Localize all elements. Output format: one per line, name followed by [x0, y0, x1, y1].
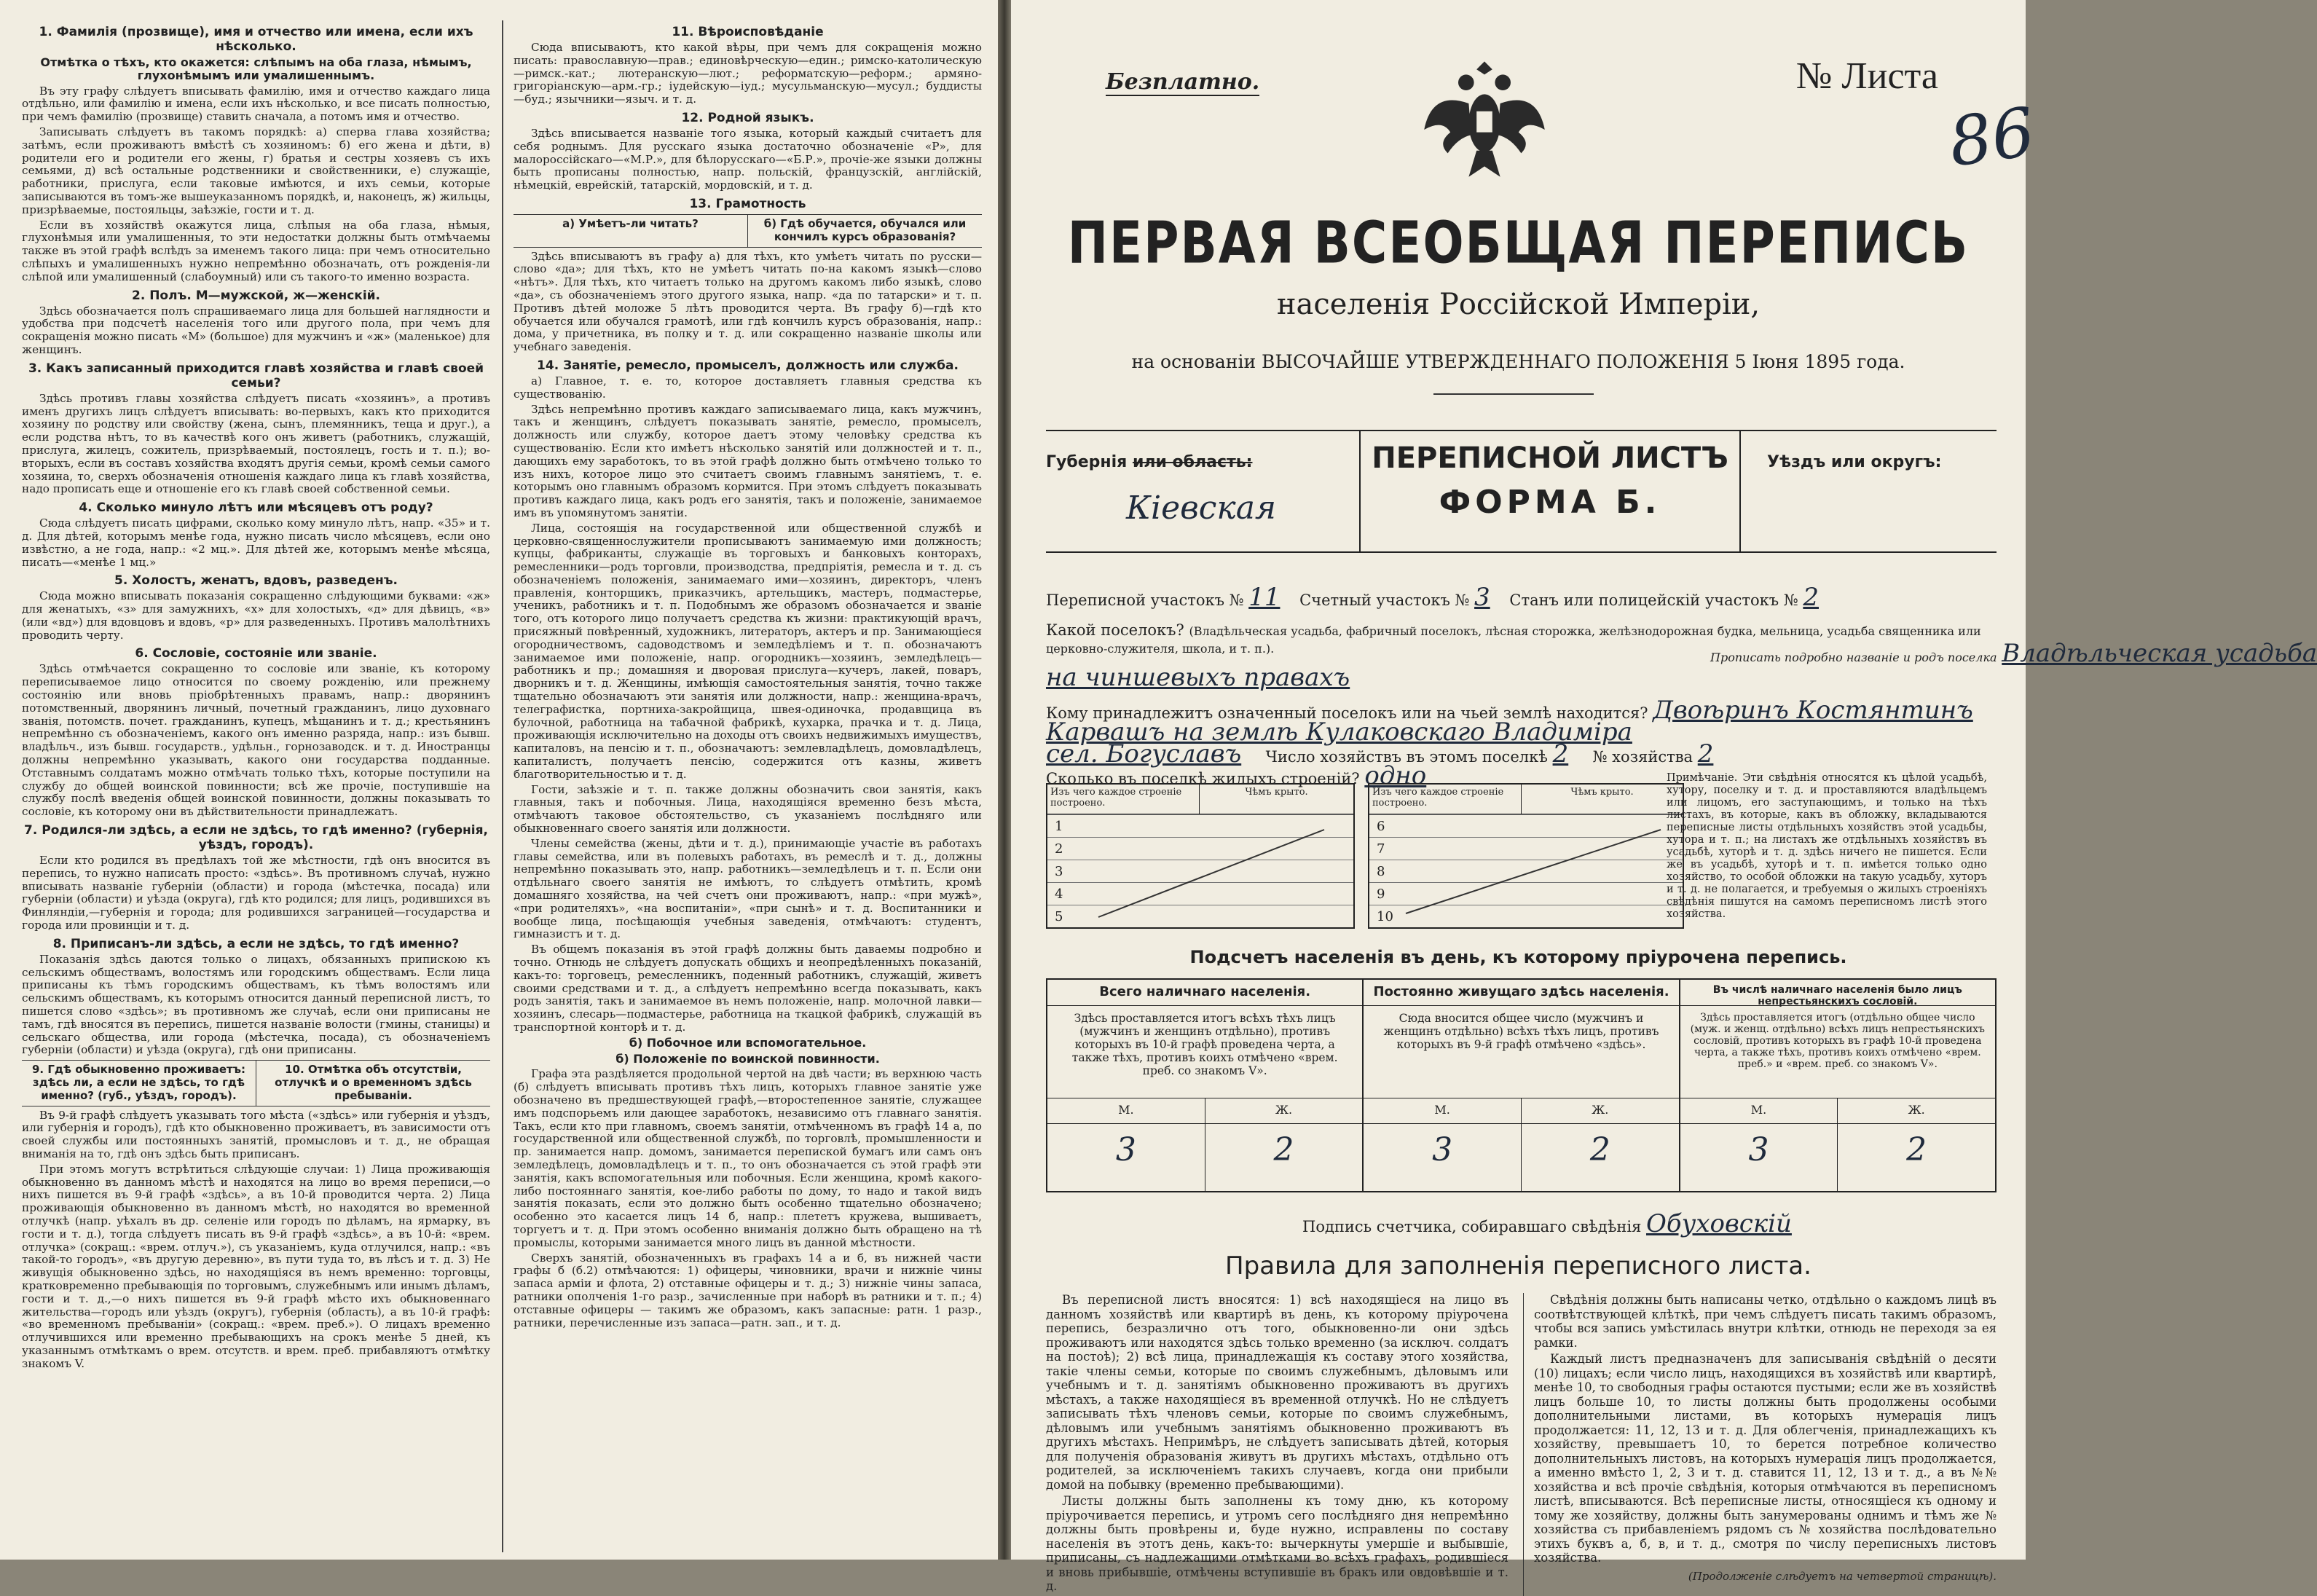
- instruction-section: [22, 500, 490, 569]
- owner-label: Кому принадлежитъ означенный поселокъ или на чьей землѣ находится?: [1046, 704, 1648, 722]
- form-header: [1046, 430, 1997, 553]
- resident-male-count: 3: [1432, 1131, 1453, 1168]
- section-title: 3. Какъ записанный приходится главѣ хозяйства и главѣ своей семьи?: [28, 361, 484, 390]
- rules-paragraph: Свѣдѣнія должны быть написаны четко, отдѣльно о каждомъ лицѣ въ соотвѣтствующей клѣткѣ, при чемъ слѣдуетъ писать такимъ образомъ, чтобы вся запись умѣстилась внутри клѣтки, отнюдь не переходя за ея рамки.: [1534, 1293, 1997, 1350]
- building-row-number: 8: [1377, 864, 1385, 879]
- sheet-number: [1795, 55, 2039, 182]
- section-paragraph: Здѣсь противъ главы хозяйства слѣдуетъ писать «хозяинъ», а противъ именъ другихъ лицъ слѣдуетъ вписывать: во-первыхъ, какъ кто приходится хозяину по родству или свойству (жена, сынъ, племянникъ, теща и друг.), а если родства нѣтъ, то въ качествѣ кого онъ живетъ (работникъ, служащій, прислуга, жилецъ, сожитель, призрѣваемый, постоялецъ, гость и т. п.); во-вторыхъ, если въ составъ хозяйства входятъ другія семьи, кромѣ семьи самого хозяина, то, сверхъ обозначенія отношенія каждаго лица къ главѣ хозяйства, надо прописать еще и отношеніе его къ главѣ своей собственной семьи.: [22, 391, 490, 496]
- province-value: Кіевская: [1126, 490, 1277, 527]
- section-paragraph: Здѣсь отмѣчается сокращенно то сословіе или званіе, къ которому переписываемое лицо относится по своему рожденію, или прежнему состоянію или вновь пріобрѣтенныхъ правамъ, напр.: дворянинъ потомственный, дворянинъ личный, почетный гражданинъ, лицо духовнаго званія, потомств. почет. гражданинъ, купецъ, мѣщанинъ и т. д.; крестьянинъ непремѣнно съ обозначеніемъ, какого онъ именно разряда, напр.: изъ бывш. владѣльч., изъ бывш. государств., удѣльн., горнозаводск. и т. д. Иностранцы должны непремѣнно указывать, какого они государства подданные. Отставнымъ солдатамъ можно отмѣчать только тѣхъ, которые поступили на службу до общей воинской повинности; всѣ же прочіе, поступившіе на службу послѣ введенія общей воинской повинности, должны показывать то сословіе, къ которому они въ дѣйствительности принадлежатъ.: [22, 662, 490, 819]
- instruction-section: [22, 937, 490, 1057]
- non-peasant-desc: Здѣсь проставляется итогъ (отдѣльно общее число (муж. и женщ. отдѣльно) всѣхъ лицъ непрестьянскихъ сословій, противъ которыхъ въ графѣ 10-й проведена черта, а также тѣхъ, противъ коихъ отмѣчено «врем. преб.» и «врем. преб. со знакомъ V».: [1690, 1012, 1985, 1070]
- section-13-title: 13. Грамотность: [689, 196, 806, 211]
- settlement-row-2: [1046, 663, 1997, 692]
- female-header: Ж.: [1521, 1098, 1679, 1123]
- count-district-label: Счетный участокъ №: [1299, 591, 1470, 609]
- section-14c: б) Положеніе по воинской повинности.: [615, 1051, 880, 1066]
- building-row-number: 4: [1055, 887, 1063, 902]
- resident-population-title: Постоянно живущаго здѣсь населенія.: [1364, 980, 1678, 1006]
- section-11-title: 11. Вѣроисповѣданіе: [672, 25, 824, 39]
- owner-value-2: Карвашъ на землѣ Кулаковскаго Владиміра: [1046, 718, 1632, 747]
- section-10-title: 10. Отмѣтка объ отсутствіи, отлучкѣ и о временномъ здѣсь пребываніи.: [256, 1061, 490, 1105]
- district-label: Уѣздъ или округъ:: [1767, 453, 1942, 471]
- section-14-tail-paragraph: Сверхъ занятій, обозначенныхъ въ графахъ 14 а и б, въ нижней части графы б (б.2) отмѣчаются: 1) офицеры, чиновники, врачи и нижніе чины запаса армiи и флота, 2) отставные офицеры и т. д.; 3) нижніе чины запаса, ратники ополченія 1-го разр., зачисленные при наборѣ въ ратники и т. п.; 4) отставные офицеры — такимъ же образомъ, какъ запасные: ратн. 1 разр., ратники, перечисленные изъ запаса—ратн. зап., и т. д.: [514, 1251, 982, 1329]
- male-header: М.: [1434, 1103, 1450, 1117]
- form-type-box: [1359, 431, 1741, 551]
- continued-note: (Продолженіе слѣдуетъ на четвертой страницѣ).: [1688, 1569, 1997, 1583]
- instructions-column-1: [22, 20, 490, 1552]
- section-12-text: Здѣсь вписывается названіе того языка, который каждый считаетъ для себя роднымъ. Для русскаго языка достаточно обозначеніе «Р», для малороссійскаго—«М.Р.», для бѣлорусскаго—«Б.Р.», прочіе-же языки должны быть прописаны полностью, напр. польскій, французскій, англійскій, нѣмецкій, еврейскій, татарскій, мордовскій, и т. д.: [514, 126, 982, 192]
- police-district-label: или полицейскій участокъ №: [1563, 591, 1798, 609]
- section-title: 5. Холостъ, женатъ, вдовъ, разведенъ.: [114, 573, 398, 589]
- non-peasant-column: [1679, 980, 1995, 1191]
- buildings-table-right: [1368, 783, 1684, 929]
- section-subtitle: Отмѣтка о тѣхъ, кто окажется: слѣпымъ на оба глаза, нѣмымъ, глухонѣмымъ или умалишеннымъ.: [40, 55, 472, 82]
- section-9-10-split: [22, 1060, 490, 1106]
- building-row-number: 9: [1377, 887, 1385, 902]
- female-header: Ж.: [1837, 1098, 1995, 1123]
- household-number-label: № хозяйства: [1592, 748, 1694, 766]
- district-row: [1046, 583, 1997, 612]
- enumerator-signature-row: [1302, 1209, 1792, 1238]
- section-12-title: 12. Родной языкъ.: [681, 110, 814, 125]
- sheet-number-label: № Листа: [1795, 55, 1938, 97]
- section-paragraph: Сюда можно вписывать показанія сокращенно слѣдующими буквами: «ж» для женатыхъ, «з» для замужнихъ, «х» для холостыхъ, «д» для дѣвицъ, «в» (или «вд») для вдовцовъ и вдовъ, «р» для разведенныхъ. Противъ малолѣтнихъ проводить черту.: [22, 589, 490, 642]
- section-paragraph: При этомъ могутъ встрѣтиться слѣдующіе случаи: 1) Лица проживающія обыкновенно въ данномъ мѣстѣ и находятся на лицо во время переписи,—о нихъ пишется въ 9-й графѣ «здѣсь», а въ 10-й проводится черта. 2) Лица проживающія обыкновенно въ данномъ мѣстѣ, но находятся во временной отлучкѣ (напр. уѣхалъ въ др. селеніе или городъ по дѣламъ, на ярмарку, въ гости и т. д.), тогда слѣдуетъ писать въ 9-й графѣ «здѣсь», а въ 10-й: «врем. отлучка» (сокращ.: «врем. отлуч.»), съ указаніемъ, куда отлучился, напр.: «въ такой-то городъ», «въ другую деревню», въ пути туда то, въ лѣсъ и т. д. 3) Не живущія обыкновенно здѣсь, но находящіяся въ немъ временно: торговцы, кратковременно пребывающія по торговымъ, служебнымъ или инымъ дѣламъ, гости и т. д.,—о нихъ пишется въ 9-й графѣ мѣсто ихъ обыкновеннаго жительства—городъ или уѣздъ (округъ), губернія (область), а въ 10-й графѣ: «во временномъ пребываніи» (сокращ.: «врем. преб.»). О лицахъ временно отлучившихся или временно пребывающихъ на срокъ менѣе 5 дней, къ указаннымъ отмѣткамъ о врем. отсутств. и врем. преб. прибавляютъ отмѣтку знакомъ V.: [22, 1162, 490, 1370]
- section-paragraph: Въ 9-й графѣ слѣдуетъ указывать того мѣста («здѣсь» или губернія и уѣздъ, или губернія и городъ), гдѣ кто обыкновенно проживаетъ, въ зависимости отъ своей службы или постоянныхъ занятій, промысловъ и т. д., не обращая вниманія на то, гдѣ онъ здѣсь быть приписанъ.: [22, 1108, 490, 1160]
- section-11-text: Сюда вписываютъ, кто какой вѣры, при чемъ для сокращенія можно писать: православную—прав.; единовѣрческую—един.; римско-католическую—римск.-кат.; лютеранскую—лют.; реформатскую—реформ.; армяно-григоріанскую—арм.-гр.; іудейскую—іуд.; мусульманскую—мусул.; буддисты—буд.; язычники—языч. и т. д.: [514, 41, 982, 106]
- section-paragraph: Показанія здѣсь даются только о лицахъ, обязанныхъ припискою къ сельскимъ обществамъ, волостямъ или городскимъ обществамъ. Если лица приписаны къ тѣмъ городскимъ обществамъ, къ тѣмъ волостямъ или сельскимъ обществамъ, къ которымъ относится данный переписной листъ, то пишется слово «здѣсь»; въ противномъ же случаѣ, если они приписаны не тамъ, гдѣ вносятся въ перепись, пишется названіе волости (гмины, станицы) и сельскаго общества, или города (мѣстечка, посада), съ обозначеніемъ губерніи (области) и уѣзда (округа), гдѣ они приписаны.: [22, 952, 490, 1057]
- sheet-number-value: 86: [1943, 93, 2039, 182]
- section-title: 6. Сословіе, состояніе или званіе.: [135, 646, 377, 661]
- section-title: 8. Приписанъ-ли здѣсь, а если не здѣсь, то гдѣ именно?: [52, 936, 460, 951]
- signature-label: Подпись счетчика, собиравшаго свѣдѣнія: [1302, 1218, 1642, 1235]
- rules-right-column: [1523, 1293, 1997, 1596]
- divider: [1433, 393, 1594, 395]
- male-header: М.: [1750, 1103, 1767, 1117]
- section-14-paragraph: Здѣсь непремѣнно противъ каждаго записываемаго лица, какъ мужчинъ, такъ и женщинъ, слѣдуетъ показывать занятіе, ремесло, промыселъ, должность или службу, которое даетъ этому человѣку средства къ существованію. Если кто имѣетъ нѣсколько занятій или должностей и т. п., дающихъ ему заработокъ, то въ этой графѣ должно быть отмѣчено только то изъ нихъ, которое лицо это считаетъ своимъ главнымъ занятіемъ, т. е. которымъ оно главнымъ образомъ кормится. При этомъ слѣдуетъ показывать противъ каждаго лица, какъ родъ его занятія, такъ и положеніе, занимаемое имъ въ упомянутомъ занятіи.: [514, 402, 982, 519]
- settlement-value-2: на чиншевыхъ правахъ: [1046, 663, 1350, 692]
- signature-value: Обуховскій: [1646, 1209, 1792, 1238]
- rules-left-column: [1046, 1293, 1508, 1596]
- section-14b: б) Побочное или вспомогательное.: [629, 1035, 867, 1050]
- rules-title: Правила для заполненія переписного листа.: [1225, 1251, 1811, 1281]
- building-row-number: 7: [1377, 841, 1385, 857]
- non-peasant-female-count: 2: [1837, 1124, 1995, 1191]
- right-page: [1011, 0, 2317, 1593]
- section-14-paragraph: Лица, состоящія на государственной или общественной службѣ и церковно-священнослужители прописываютъ занимаемую ими должность; купцы, фабриканты, служащіе въ торговыхъ и банковыхъ конторахъ, ремесленники—родъ торговли, производства, предпріятія, ремесла и т. д. съ обозначеніемъ положенія, занимаемаго ими—хозяинъ, директоръ, членъ правленія, конторщикъ, приказчикъ, артельщикъ, мастеръ, подмастерье, ученикъ, работникъ и т. п. Подобнымъ же образомъ обозначается и званіе того, отъ которого лицо получаетъ средства къ жизни: практикующій врачъ, присяжный повѣренный, художникъ, литераторъ, актеръ и пр. Занимающіеся огородничествомъ, садоводствомъ и земледѣліемъ и т. п. обозначаютъ занимаемое ими положеніе, напр. огородникъ—хозяинъ, земледѣлецъ—работникъ и пр.; домашняя и дворовая прислуга—кучеръ, лакей, поваръ, дворникъ и т. д. Женщины, имѣющія самостоятельныя занятія, точно также тщательно обозначаютъ эти занятія или должности, напр.: женщина-врачъ, телеграфистка, портниха-закройщица, швея-одиночка, продавщица въ булочной, работница на табачной фабрикѣ, кухарка, прачка и т. д. Лица, проживающія исключительно на доходы отъ своихъ недвижимыхъ имуществъ, капиталовъ, на пенсію и т. п., обозначаютъ: землевладѣлецъ, домовладѣлецъ, капиталистъ, получаетъ пенсію, содержится отъ казны, живетъ благотворительностью и т. д.: [514, 521, 982, 781]
- section-title: 2. Полъ. М—мужской, ж—женскій.: [131, 288, 381, 303]
- instruction-section: [22, 361, 490, 496]
- present-population-column: [1047, 980, 1362, 1191]
- section-title: 1. Фамилія (прозвище), имя и отчество или имена, если ихъ нѣсколько.: [39, 25, 473, 54]
- section-14-paragraph: Въ общемъ показанія въ этой графѣ должны быть даваемы подробно и точно. Отнюдь не слѣдуетъ допускать общихъ и неопредѣленныхъ показаній, какъ-то: торговецъ, ремесленникъ, поденный работникъ, служащій, живетъ своими средствами и т. д., а слѣдуетъ непремѣнно всегда показывать, какъ родъ занятія, такъ и занимаемое въ немъ положеніе, напр. молочной лавки—хозяинъ, слесарь—подмастерье, работница на ткацкой фабрикѣ, служащій въ транспортной конторѣ и т. д.: [514, 943, 982, 1034]
- section-13a: а) Умѣетъ-ли читать?: [562, 216, 699, 230]
- section-paragraph: Записывать слѣдуетъ въ такомъ порядкѣ: а) сперва глава хозяйства; затѣмъ, если проживаютъ вмѣстѣ съ хозяиномъ: б) его жена и дѣти, в) родители его и родители его жены, г) братья и сестры хозяевъ съ ихъ семьями, д) всѣ остальные родственники и свойственники, е) служащіе, работники, прислуга, если таковые имѣются, и ихъ семьи, которые записываются въ томъ-же вышеуказанномъ порядкѣ, и, наконецъ, ж) жильцы, призрѣваемые, постояльцы, заѣзжіе, гости и т. д.: [22, 125, 490, 216]
- census-district-value: 11: [1248, 583, 1281, 612]
- rules-paragraph: Каждый листъ предназначенъ для записыванія свѣдѣній о десяти (10) лицахъ; если число лицъ, находящихся въ хозяйствѣ или квартирѣ, менѣе 10, то свободныя графы остаются пустыми; если же въ хозяйствѣ лицъ больше 10, то листы должны быть продолжены особыми дополнительными листами, въ которыхъ нумерація лицъ продолжается: 11, 12, 13 и т. д. Для облегченія, принадлежащихъ къ хозяйству, превышаетъ 10, то берется потребное количество дополнительныхъ листовъ, на которыхъ нумерація лицъ продолжается, а именно вмѣсто 1, 2, 3 и т. д. ставится 11, 12, 13 и т. д., а въ №№ хозяйства и всѣ прочіе свѣдѣнія, которыя отмѣчаются въ переписномъ листѣ, вписываются. Всѣ переписные листы, относящіеся къ одному и тому же хозяйству, должны быть занумерованы однимъ и тѣмъ же № хозяйства съ прибавленіемъ рядомъ съ № хозяйства послѣдовательно этихъ буквъ а, б, в, и т. д., смотря по числу переписныхъ листовъ хозяйства.: [1534, 1352, 1997, 1565]
- material-header-2: Изъ чего каждое строеніе построено.: [1369, 785, 1522, 814]
- section-paragraph: Въ эту графу слѣдуетъ вписывать фамилію, имя и отчество каждаго лица отдѣльно, или фамилію и имена, если ихъ нѣсколько, и все писать полностью, при чемъ фамилію (прозвище) ставить сначала, а потомъ имя и отчество.: [22, 84, 490, 124]
- non-peasant-title: Въ числѣ наличнаго населенія было лицъ непрестьянскихъ сословій.: [1680, 980, 1995, 1006]
- building-row-number: 3: [1055, 864, 1063, 879]
- buildings-label: Сколько въ поселкѣ жилыхъ строеній?: [1046, 770, 1360, 787]
- rules-paragraph: Въ переписной листъ вносятся: 1) всѣ находящіеся на лицо въ данномъ хозяйствѣ или квартирѣ въ день, къ которому пріурочена перепись, безразлично отъ того, обыкновенно-ли они здѣсь проживаютъ или находятся здѣсь только временно (за исключ. солдатъ на постоѣ); 2) всѣ лица, принадлежащія къ составу этого хозяйства, такіе члены семьи, которые по своимъ служебнымъ, дѣловымъ или учебнымъ и т. д. занятіямъ обыкновенно проживаютъ въ другихъ мѣстахъ, а также находящіеся въ временной отлучкѣ. Но не слѣдуетъ записывать тѣхъ членовъ семьи, которые по своимъ служебнымъ, дѣловымъ или учебнымъ занятіямъ обыкновенно проживаютъ въ другихъ мѣстахъ. Непримѣръ, не слѣдуетъ записывать дѣтей, которыя для полученія образованія живутъ въ другихъ мѣстахъ, отдѣльно отъ родителей, за исключеніемъ такихъ случаевъ, когда они прибыли домой на побывку (временно пребывающими).: [1046, 1293, 1508, 1492]
- households-label: Число хозяйствъ въ этомъ поселкѣ: [1265, 748, 1548, 766]
- instruction-section: [22, 25, 490, 284]
- settlement-hint-2: Прописать подробно названіе и родъ поселка: [1710, 650, 1997, 664]
- book-spine: [998, 0, 1011, 1560]
- section-paragraph: Если въ хозяйствѣ окажутся лица, слѣпыя на оба глаза, нѣмыя, глухонѣмыя или умалишенныя, то эти недостатки должны быть отмѣчаемы также въ этой графѣ вслѣдъ за именемъ такого лица: при чемъ относительно слѣпыхъ и умалишенныхъ нужно непремѣнно обозначать, отъ рожденія-ли слѣпой или умалишенный (слабоумный) или съ такого-то именно возраста.: [22, 218, 490, 283]
- page-title: ПЕРВАЯ ВСЕОБЩАЯ ПЕРЕПИСЬ: [1067, 209, 1970, 277]
- settlement-value-1: Владѣльческая усадьба: [2002, 639, 2317, 668]
- strikeout-line-2: [1369, 815, 1683, 924]
- present-female-count: 2: [1205, 1124, 1363, 1191]
- building-row-number: 1: [1055, 819, 1063, 834]
- buildings-note: Примѣчаніе. Эти свѣдѣнія относятся къ цѣлой усадьбѣ, хутору, поселку и т. д. и проставляются владѣльцемъ или лицомъ, его заступающимъ, и только на тѣхъ листахъ, въ которые, какъ въ обложку, вкладываются переписные листы отдѣльныхъ хозяйствъ этой усадьбы, хутора и т. п.; на листахъ же отдѣльныхъ хозяйствъ въ усадьбѣ, хуторѣ и т. д. здѣсь ничего не пишется. Если же въ усадьбѣ, хуторѣ и т. п. имѣется только одно хозяйство, то особой обложки на такую усадьбу, хуторъ и т. д. не полагается, и требуемыя о жилыхъ строеніяхъ свѣдѣнія пишутся на самомъ переписномъ листѣ этого хозяйства.: [1667, 772, 1987, 920]
- census-district-label: Переписной участокъ №: [1046, 591, 1244, 609]
- present-population-desc: Здѣсь проставляется итогъ всѣхъ тѣхъ лицъ (мужчинъ и женщинъ отдѣльно), противъ которыхъ въ 10-й графѣ проведена черта, а также тѣхъ, противъ коихъ отмѣчено «врем. преб. со знакомъ V».: [1071, 1012, 1338, 1077]
- province-field: [1046, 453, 1337, 527]
- section-14-title: 14. Занятіе, ремесло, промыселъ, должность или служба.: [537, 358, 959, 373]
- section-14a: а) Главное, т. е. то, которое доставляетъ главныя средства къ существованію.: [514, 374, 982, 401]
- buildings-value: одно: [1364, 761, 1427, 790]
- section-14-paragraph: Члены семейства (жены, дѣти и т. д.), принимающіе участіе въ работахъ главы семейства, или въ полевыхъ работахъ, въ ремеслѣ и т. д., должны непремѣнно показывать это, напр. работникъ—земледѣлецъ и т. п. Если они отдѣльнаго своего занятія не имѣютъ, то слѣдуетъ отмѣтить, кромѣ домашняго хозяйства, на чей счетъ они проживаютъ, напр.: «при мужѣ», «при родителяхъ», «на воспитаніи», «при сынѣ» и т. д. Воспитанники и вообще лица, посѣщающія учебныя заведенія, отмѣчаютъ: студентъ, гимназистъ и т. д.: [514, 836, 982, 941]
- building-row-number: 2: [1055, 841, 1063, 857]
- province-struck-label: или область:: [1132, 453, 1253, 471]
- present-male-count: 3: [1115, 1131, 1136, 1168]
- double-headed-eagle-icon: [1419, 51, 1550, 182]
- household-number-value: 2: [1697, 739, 1714, 768]
- left-page: [0, 0, 998, 1560]
- section-paragraph: Сюда слѣдуетъ писать цифрами, сколько кому минуло лѣтъ, напр. «35» и т. д. Для дѣтей, которымъ менѣе года, нужно писать число мѣсяцевъ, если оно извѣстно, а не года, напр.: «2 мц.». Для дѣтей же, которымъ менѣе мѣсяца, писать—«менѣе 1 мц.»: [22, 516, 490, 569]
- rules-paragraph: Листы должны быть заполнены къ тому дню, къ которому пріурочивается перепись, и утромъ сего послѣдняго дня непремѣнно должны быть провѣрены и, буде нужно, исправлены по составу населенія въ этотъ день, какъ-то: вычеркнуты умершіе и выбывшіе, приписаны, съ надлежащими отмѣтками во всѣхъ графахъ, родившіеся и вновь прибывшіе, отмѣчены вступившіе въ бракъ или овдовѣвшіе и т. д.: [1046, 1494, 1508, 1593]
- present-population-title: Всего наличнаго населенія.: [1047, 980, 1362, 1006]
- roof-header: Чѣмъ крыто.: [1245, 787, 1308, 798]
- province-label: Губернія: [1046, 453, 1128, 471]
- rules-text: [1046, 1293, 1997, 1596]
- non-peasant-male-count: 3: [1748, 1131, 1769, 1168]
- building-row-number: 5: [1055, 909, 1063, 924]
- form-type-title: ПЕРЕПИСНОЙ ЛИСТЪ: [1372, 441, 1728, 475]
- instruction-section: [22, 573, 490, 642]
- owner-value-3: сел. Богуславъ: [1046, 739, 1242, 768]
- population-count-table: [1046, 978, 1997, 1192]
- settlement-hint: (Владѣльческая усадьба, фабричный поселокъ, лѣсная сторожка, желѣзнодорожная будка, мельница, усадьба священника или церковно-служителя, школа, и т. п.).: [1046, 624, 1981, 656]
- female-header: Ж.: [1205, 1098, 1363, 1123]
- stan-label: Станъ: [1509, 591, 1559, 609]
- building-row-number: 6: [1377, 819, 1385, 834]
- section-13-split: [514, 214, 982, 248]
- instructions-column-2: [502, 20, 982, 1552]
- population-count-title: Подсчетъ населенія въ день, къ которому пріурочена перепись.: [1189, 947, 1847, 967]
- settlement-label: Какой поселокъ?: [1046, 621, 1184, 639]
- instruction-section: [22, 288, 490, 357]
- resident-population-desc: Сюда вносится общее число (мужчинъ и женщинъ отдѣльно) всѣхъ тѣхъ лицъ, противъ которыхъ въ 9-й графѣ отмѣчено «здѣсь».: [1383, 1012, 1659, 1051]
- form-type-code: ФОРМА Б.: [1439, 484, 1661, 521]
- strikeout-line: [1047, 815, 1353, 924]
- police-district-value: 2: [1803, 583, 1819, 612]
- buildings-table-left: [1046, 783, 1355, 929]
- section-title: 7. Родился-ли здѣсь, а если не здѣсь, то гдѣ именно? (губернія, уѣздъ, городъ).: [24, 823, 488, 853]
- page-legal-basis: на основаніи ВЫСОЧАЙШЕ УТВЕРЖДЕННАГО ПОЛОЖЕНІЯ 5 Іюня 1895 года.: [1131, 351, 1905, 372]
- section-title: 4. Сколько минуло лѣтъ или мѣсяцевъ отъ роду?: [79, 500, 433, 516]
- section-9-10-text: [22, 1109, 490, 1371]
- households-value: 2: [1552, 739, 1569, 768]
- section-13b: б) Гдѣ обучается, обучался или кончилъ курсъ образованія?: [747, 215, 982, 247]
- roof-header-2: Чѣмъ крыто.: [1570, 787, 1634, 798]
- section-9-title: 9. Гдѣ обыкновенно проживаетъ: здѣсь ли, а если не здѣсь, то гдѣ именно? (губ., уѣздъ, городъ).: [32, 1063, 245, 1102]
- section-paragraph: Здѣсь обозначается полъ спрашиваемаго лица для большей наглядности и удобства при подсчетѣ населенія того или другого пола, при чемъ для сокращенія можно писать «М» (большое) для мужчинъ и «ж» (маленькое) для женщинъ.: [22, 304, 490, 356]
- male-header: М.: [1118, 1103, 1134, 1117]
- owner-value-1: Двоѣринъ Костянтинъ: [1653, 696, 1973, 725]
- material-header: Изъ чего каждое строеніе построено.: [1047, 785, 1200, 814]
- section-14-paragraph: Гости, заѣзжіе и т. п. также должны обозначить свои занятія, какъ главныя, такъ и побочныя. Лица, находящіяся временно безъ мѣста, отмѣчаютъ таковое обстоятельство, съ указаніемъ послѣдняго или обыкновеннаго своего занятія или должности.: [514, 782, 982, 836]
- section-14-tail-paragraph: Графа эта раздѣляется продольной чертой на двѣ части; въ верхнюю часть (б) слѣдуетъ вписывать противъ тѣхъ лицъ, которыхъ главное занятіе уже обозначено въ предшествующей графѣ,—второстепенное занятіе, служащее имъ подспорьемъ или дающее заработокъ, независимо отъ главнаго занятія. Такъ, если кто при главномъ, своемъ занятіи, отмѣченномъ въ графѣ 14 а, по государственной или общественной службѣ, по торговлѣ, промышленности и пр. занимается напр. домомъ, занимается перепиской бумагъ или самъ онъ земледѣлецъ, домовладѣлецъ и т. п., то онъ обозначается съ этой графѣ эти занятія, какъ вспомогательныя или побочныя. Если женщина, кромѣ какого-либо постояннаго занятія, кое-либо работы по дому, то надо и такой видъ занятія показать, если это должно быть особенно тщательно обозначено; особенно это касается лицъ 14 б, напр.: плететъ кружева, вышиваетъ, торгуетъ и т. д. При этомъ особенно вниманія должно быть обращено на тѣ промыслы, которыми занимается много лицъ въ данной мѣстности.: [514, 1067, 982, 1249]
- instruction-section: [22, 646, 490, 819]
- resident-female-count: 2: [1521, 1124, 1679, 1191]
- section-13-text: Здѣсь вписываютъ въ графу а) для тѣхъ, кто умѣетъ читать по русски—слово «да»; для тѣхъ, кто не умѣетъ читать по-на какомъ языкѣ—слово «нѣтъ». Для тѣхъ, кто читаетъ только на другомъ какомъ либо языкѣ, слово «да», съ обозначеніемъ этого другого языка, напр. «да по татарски» и т. п. Противъ дѣтей моложе 5 лѣтъ проводится черта. Въ графу б)—гдѣ кто обучается или обучался грамотѣ, или гдѣ кончилъ курсъ образованія, напр.: дома, у причетника, въ полку и т. д. или сокращенно названіе школы или учебнаго заведенія.: [514, 249, 982, 354]
- resident-population-column: [1362, 980, 1678, 1191]
- count-district-value: 3: [1474, 583, 1490, 612]
- free-label: Безплатно.: [1106, 69, 1260, 95]
- page-subtitle: населенія Россійской Имперіи,: [1276, 288, 1761, 321]
- instruction-section: [22, 823, 490, 932]
- section-paragraph: Если кто родился въ предѣлахъ той же мѣстности, гдѣ онъ вносится въ перепись, то нужно написать просто: «здѣсь». Въ противномъ случаѣ, нужно вписывать названіе губерніи (области) и города (мѣстечка, посада) или губерніи (области) и уѣзда (округа), гдѣ кто родился; для лицъ, родившихся въ Финляндіи,—губернія и города; для родившихся заграницей—государства и города или провинціи и т. д.: [22, 854, 490, 932]
- building-row-number: 10: [1377, 909, 1393, 924]
